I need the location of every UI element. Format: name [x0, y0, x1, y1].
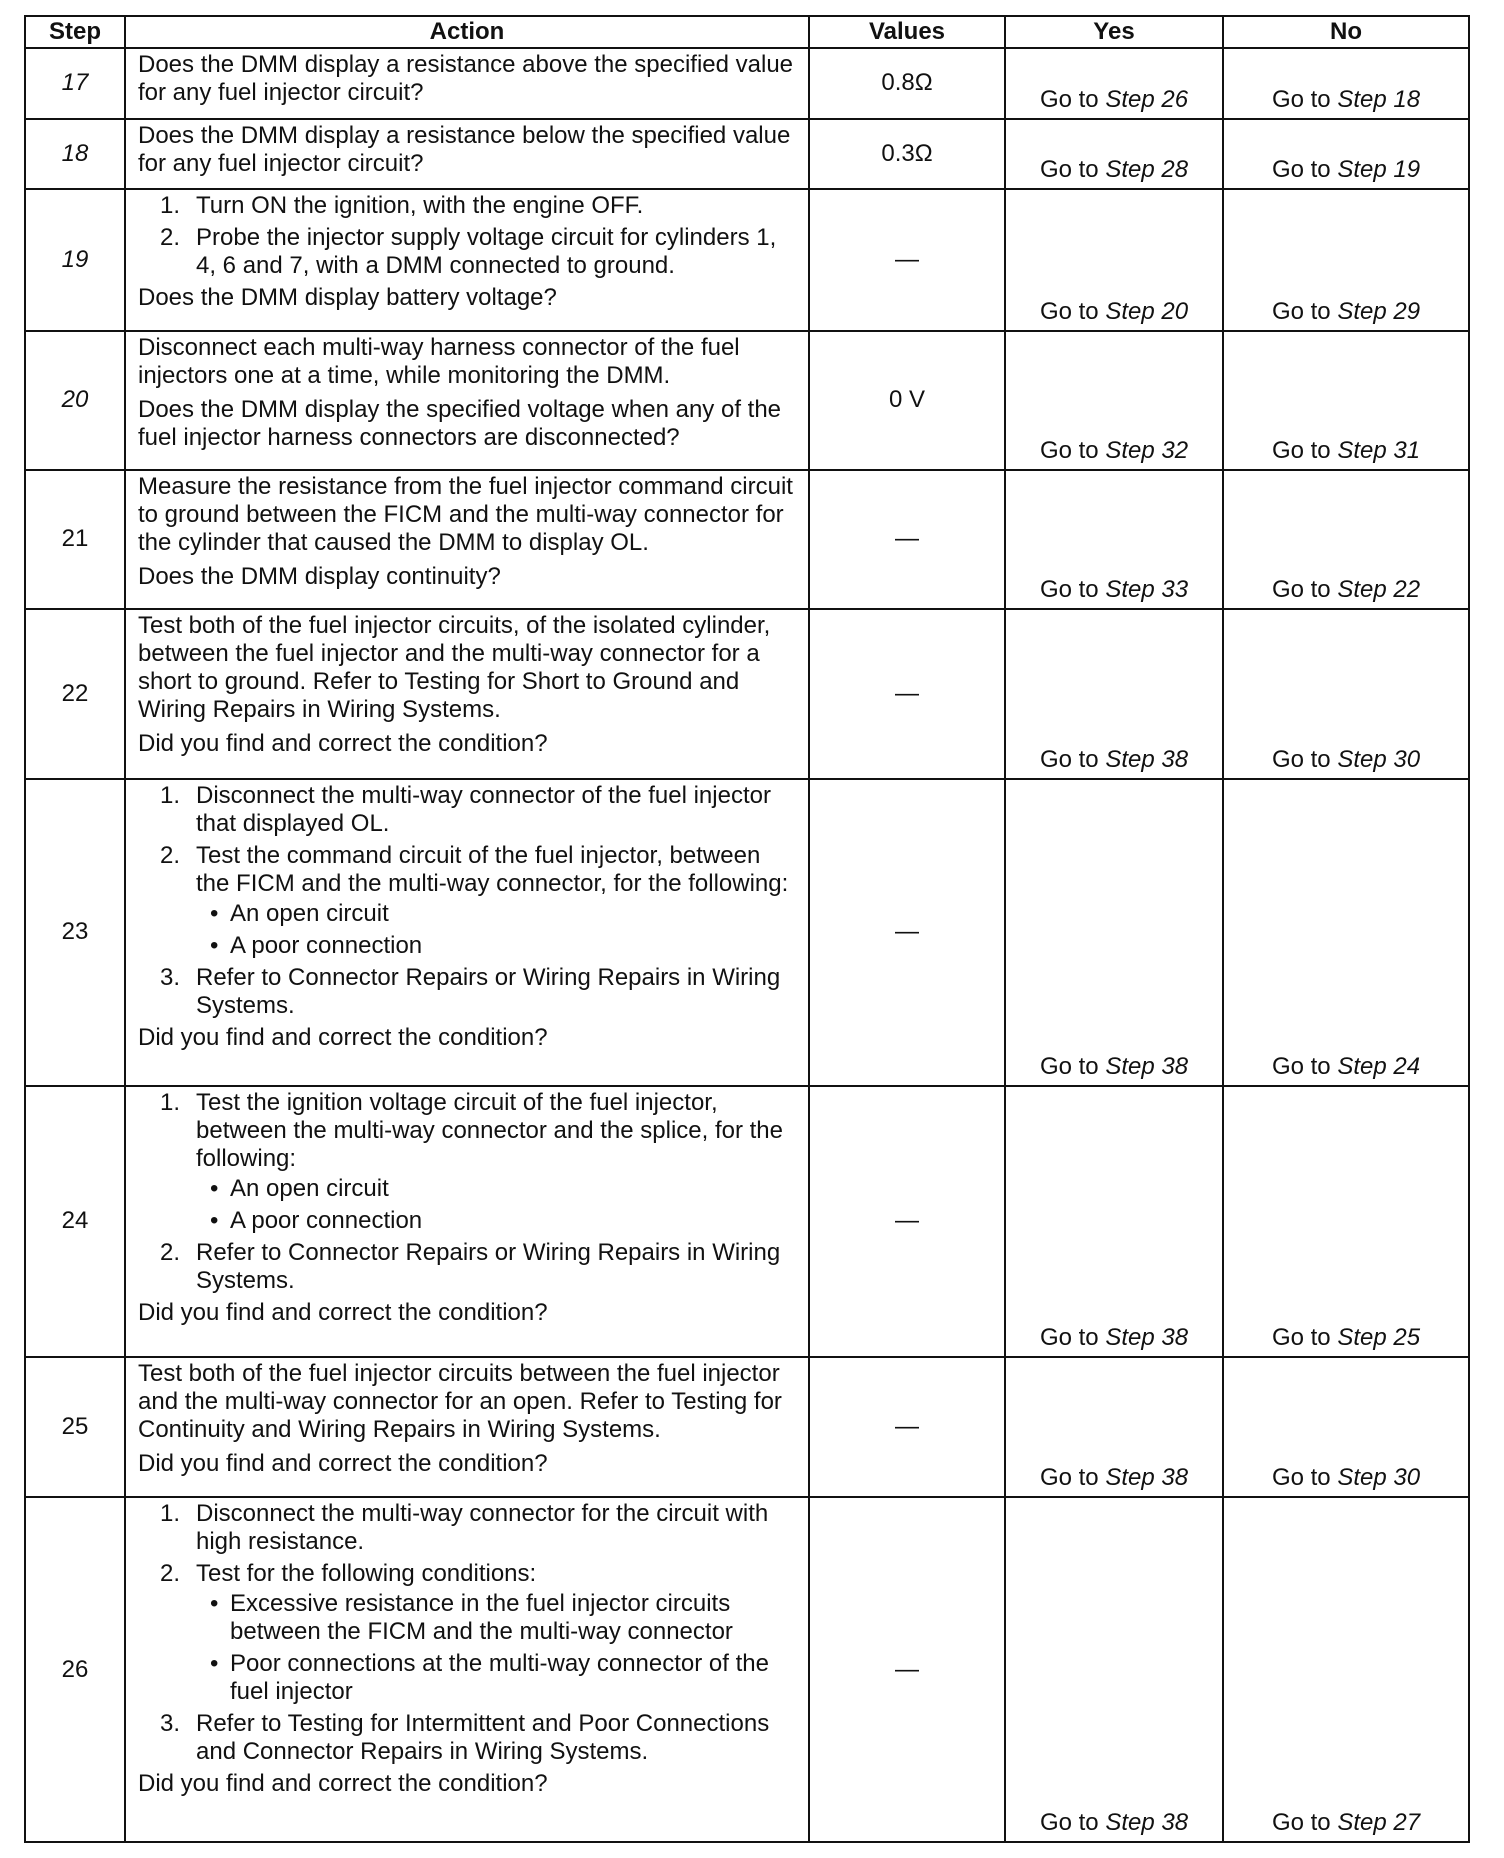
goto-step-link: Step 18 [1337, 85, 1421, 113]
numbered-item [138, 1089, 800, 1235]
item-number: 1. [160, 1500, 181, 1528]
goto-step-link: Step 29 [1337, 297, 1421, 325]
numbered-item [138, 842, 800, 960]
header-yes: Yes [1005, 16, 1223, 48]
bullet-icon: • [210, 1650, 219, 1678]
yes-cell [1005, 779, 1223, 1086]
item-text: Test the ignition voltage circuit of the fuel injector, between the multi-way connector and the splice, for the following: [196, 1088, 783, 1172]
bullet-icon: • [210, 1206, 219, 1234]
step-number: 17 [25, 48, 125, 119]
goto-step-link: Step 38 [1105, 1464, 1189, 1492]
step-number: 21 [25, 470, 125, 609]
bullet-list [196, 1175, 800, 1235]
goto-prefix: Go to [1271, 1052, 1331, 1080]
action-question: Did you find and correct the condition? [138, 1450, 548, 1478]
action-question: Did you find and correct the condition? [138, 1023, 548, 1051]
goto-prefix: Go to [1271, 436, 1331, 464]
goto-prefix: Go to [1271, 575, 1331, 603]
bullet-item [196, 1650, 800, 1706]
numbered-list [138, 192, 800, 280]
step-number: 26 [25, 1497, 125, 1842]
values-cell: — [809, 189, 1005, 330]
bullet-list [196, 900, 800, 960]
goto-step-link: Step 38 [1105, 1809, 1189, 1836]
goto-prefix: Go to [1039, 436, 1099, 464]
item-text: Probe the injector supply voltage circuit for cylinders 1, 4, 6 and 7, with a DMM connected to ground. [196, 224, 777, 280]
bullet-text: An open circuit [230, 899, 389, 927]
goto-prefix: Go to [1271, 1464, 1331, 1492]
numbered-item [138, 1560, 800, 1706]
goto-step-link: Step 31 [1337, 436, 1421, 464]
action-question: Does the DMM display a resistance below the specified value for any fuel injector circuit? [138, 121, 791, 177]
diagnostic-table-page [24, 15, 1468, 1843]
values-cell: 0 V [809, 331, 1005, 470]
action-cell [125, 1357, 809, 1497]
step-number: 23 [25, 779, 125, 1086]
goto-prefix: Go to [1039, 297, 1099, 325]
yes-cell [1005, 119, 1223, 190]
no-cell [1223, 779, 1469, 1086]
action-question: Does the DMM display battery voltage? [138, 284, 557, 312]
action-cell [125, 470, 809, 609]
step-number: 22 [25, 609, 125, 779]
item-text: Refer to Connector Repairs or Wiring Repairs in Wiring Systems. [196, 963, 781, 1019]
goto-step-link: Step 38 [1105, 1324, 1189, 1352]
table-row [25, 331, 1469, 470]
yes-cell [1005, 1086, 1223, 1358]
bullet-icon: • [210, 899, 219, 927]
bullet-icon: • [210, 1590, 219, 1618]
goto-prefix: Go to [1271, 745, 1331, 773]
table-row [25, 1357, 1469, 1497]
numbered-list [138, 782, 800, 1020]
item-number: 3. [160, 963, 181, 991]
action-instruction: Disconnect each multi-way harness connector of the fuel injectors one at a time, while monitoring the DMM. [138, 333, 740, 389]
header-step: Step [25, 16, 125, 48]
bullet-text: A poor connection [230, 1206, 423, 1234]
goto-prefix: Go to [1039, 1324, 1099, 1352]
item-text: Disconnect the multi-way connector for the circuit with high resistance. [196, 1500, 769, 1556]
item-number: 2. [160, 1238, 181, 1266]
table-row [25, 1497, 1469, 1842]
numbered-item [138, 1239, 800, 1295]
action-cell [125, 119, 809, 190]
bullet-item [196, 932, 800, 960]
action-question: Did you find and correct the condition? [138, 1298, 548, 1326]
bullet-item [196, 1175, 800, 1203]
bullet-list [196, 1590, 800, 1706]
numbered-item [138, 192, 800, 220]
goto-prefix: Go to [1039, 85, 1099, 113]
action-cell [125, 189, 809, 330]
goto-step-link: Step 28 [1105, 156, 1189, 184]
yes-cell [1005, 331, 1223, 470]
numbered-item [138, 1710, 800, 1766]
action-cell [125, 1086, 809, 1358]
goto-step-link: Step 33 [1105, 575, 1189, 603]
values-cell: — [809, 779, 1005, 1086]
bullet-item [196, 900, 800, 928]
goto-step-link: Step 27 [1337, 1809, 1421, 1836]
no-cell [1223, 48, 1469, 119]
yes-cell [1005, 48, 1223, 119]
bullet-text: Poor connections at the multi-way connector of the fuel injector [230, 1650, 769, 1706]
goto-step-link: Step 38 [1105, 1052, 1189, 1080]
goto-prefix: Go to [1039, 156, 1099, 184]
goto-step-link: Step 30 [1337, 745, 1421, 773]
numbered-item [138, 224, 800, 280]
header-no: No [1223, 16, 1469, 48]
item-number: 2. [160, 224, 181, 252]
values-cell: — [809, 470, 1005, 609]
no-cell [1223, 119, 1469, 190]
yes-cell [1005, 470, 1223, 609]
action-cell [125, 779, 809, 1086]
values-cell: 0.8Ω [809, 48, 1005, 119]
item-text: Refer to Connector Repairs or Wiring Repairs in Wiring Systems. [196, 1238, 781, 1294]
header-values: Values [809, 16, 1005, 48]
goto-prefix: Go to [1039, 575, 1099, 603]
action-instruction: Measure the resistance from the fuel injector command circuit to ground between the FICM and the multi-way connector for the cylinder that caused the DMM to display OL. [138, 472, 793, 556]
item-text: Turn ON the ignition, with the engine OFF. [196, 192, 644, 220]
step-number: 19 [25, 189, 125, 330]
action-question: Did you find and correct the condition? [138, 729, 548, 757]
yes-cell [1005, 1497, 1223, 1842]
item-number: 3. [160, 1710, 181, 1738]
item-text: Disconnect the multi-way connector of the fuel injector that displayed OL. [196, 781, 771, 837]
table-row [25, 48, 1469, 119]
goto-step-link: Step 26 [1105, 85, 1189, 113]
bullet-item [196, 1590, 800, 1646]
bullet-icon: • [210, 1174, 219, 1202]
table-row [25, 1086, 1469, 1358]
action-instruction: Test both of the fuel injector circuits between the fuel injector and the multi-way connector for an open. Refer to Testing for Continuity and Wiring Repairs in Wiring Systems. [138, 1360, 782, 1444]
item-number: 2. [160, 1560, 181, 1588]
numbered-list [138, 1089, 800, 1295]
no-cell [1223, 609, 1469, 779]
action-cell [125, 1497, 809, 1842]
item-number: 2. [160, 841, 181, 869]
goto-prefix: Go to [1039, 1809, 1099, 1836]
numbered-item [138, 1500, 800, 1556]
goto-prefix: Go to [1271, 156, 1331, 184]
no-cell [1223, 1086, 1469, 1358]
yes-cell [1005, 189, 1223, 330]
item-text: Refer to Testing for Intermittent and Poor Connections and Connector Repairs in Wiring Systems. [196, 1710, 770, 1766]
table-row [25, 470, 1469, 609]
action-question: Does the DMM display the specified voltage when any of the fuel injector harness connectors are disconnected? [138, 395, 782, 451]
yes-cell [1005, 609, 1223, 779]
goto-prefix: Go to [1039, 745, 1099, 773]
table-row [25, 609, 1469, 779]
numbered-item [138, 964, 800, 1020]
diagnostic-table [24, 15, 1470, 1843]
goto-prefix: Go to [1271, 85, 1331, 113]
values-cell: 0.3Ω [809, 119, 1005, 190]
numbered-list [138, 1500, 800, 1766]
action-cell [125, 48, 809, 119]
table-row [25, 189, 1469, 330]
bullet-text: A poor connection [230, 931, 423, 959]
goto-step-link: Step 22 [1337, 575, 1421, 603]
values-cell: — [809, 1357, 1005, 1497]
item-number: 1. [160, 192, 181, 220]
goto-step-link: Step 30 [1337, 1464, 1421, 1492]
item-number: 1. [160, 1088, 181, 1116]
goto-prefix: Go to [1039, 1464, 1099, 1492]
goto-prefix: Go to [1271, 297, 1331, 325]
no-cell [1223, 189, 1469, 330]
goto-step-link: Step 20 [1105, 297, 1189, 325]
values-cell: — [809, 1497, 1005, 1842]
goto-step-link: Step 32 [1105, 436, 1189, 464]
table-header-row [25, 16, 1469, 48]
step-number: 25 [25, 1357, 125, 1497]
action-question: Did you find and correct the condition? [138, 1770, 548, 1798]
no-cell [1223, 1497, 1469, 1842]
action-instruction: Test both of the fuel injector circuits, of the isolated cylinder, between the fuel injector and the multi-way connector for a short to ground. Refer to Testing for Short to Ground and Wiring Repairs in Wiring Systems. [138, 611, 771, 723]
goto-step-link: Step 24 [1337, 1052, 1421, 1080]
item-text: Test the command circuit of the fuel injector, between the FICM and the multi-way connector, for the following: [196, 841, 789, 897]
item-text: Test for the following conditions: [196, 1560, 537, 1588]
step-number: 20 [25, 331, 125, 470]
goto-step-link: Step 25 [1337, 1324, 1421, 1352]
goto-step-link: Step 38 [1105, 745, 1189, 773]
bullet-icon: • [210, 931, 219, 959]
action-cell [125, 609, 809, 779]
table-row [25, 119, 1469, 190]
action-question: Does the DMM display a resistance above the specified value for any fuel injector circuit? [138, 51, 794, 106]
goto-prefix: Go to [1039, 1052, 1099, 1080]
goto-prefix: Go to [1271, 1324, 1331, 1352]
header-action: Action [125, 16, 809, 48]
goto-step-link: Step 19 [1337, 156, 1421, 184]
table-row [25, 779, 1469, 1086]
action-question: Does the DMM display continuity? [138, 562, 501, 590]
values-cell: — [809, 1086, 1005, 1358]
action-cell [125, 331, 809, 470]
no-cell [1223, 331, 1469, 470]
bullet-text: An open circuit [230, 1174, 389, 1202]
goto-prefix: Go to [1271, 1809, 1331, 1836]
no-cell [1223, 470, 1469, 609]
step-number: 18 [25, 119, 125, 190]
no-cell [1223, 1357, 1469, 1497]
values-cell: — [809, 609, 1005, 779]
bullet-item [196, 1207, 800, 1235]
bullet-text: Excessive resistance in the fuel injector circuits between the FICM and the multi-way connector [230, 1590, 733, 1646]
step-number: 24 [25, 1086, 125, 1358]
numbered-item [138, 782, 800, 838]
yes-cell [1005, 1357, 1223, 1497]
item-number: 1. [160, 781, 181, 809]
